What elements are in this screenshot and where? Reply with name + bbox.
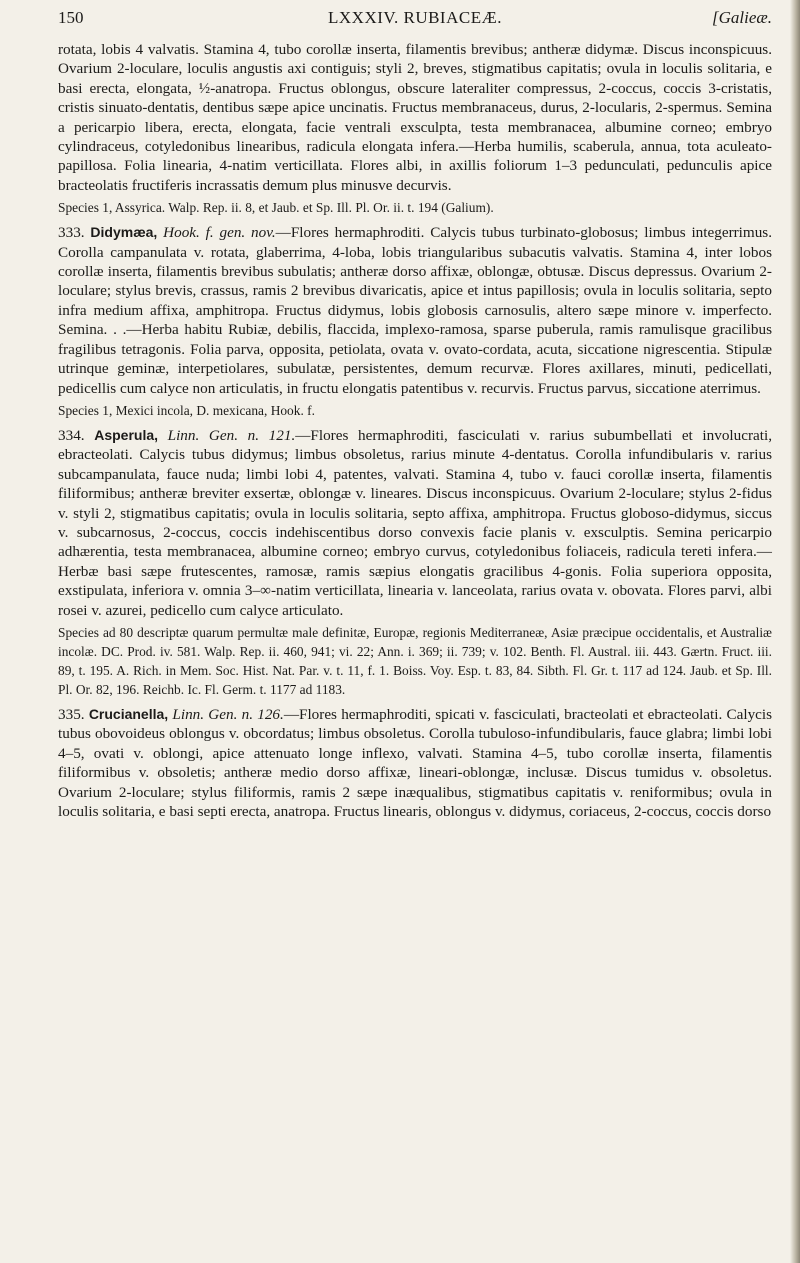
genus-name: Didymæa, [90, 224, 158, 241]
genus-description: —Flores hermaphroditi, spicati v. fasciculati, bracteolati et ebracteolati. Calycis tubus obovoideus oblongus v. obcordatus; limbus obsoletus. Corolla tubuloso-infundibularis, fauce glabra; limbi lobi 4–5, ovati v. oblongi, apice attenuato longe inflexo, valvati. Stamina 4–5, tubo corollæ inserta, filamentis filiformibus v. obsoletis; antheræ medio dorso affixæ, lineari-oblongæ, inclusæ. Discus tumidus v. obsoletus. Ovarium 2-loculare; stylus filiformis, ramis 2 sæpe inæqualibus, stigmatibus capitatis v. reniformibus; ovula in loculis solitaria, e basi septi erecta, anatropa. Fructus linearis, oblongus v. didymus, coriaceus, 2-coccus, coccis dorso [58, 705, 773, 820]
page-body [58, 40, 772, 824]
genus-name: Asperula, [94, 426, 159, 443]
genus-entry-didymaea [58, 223, 772, 398]
genus-number: 335. [58, 705, 85, 723]
page-header [58, 8, 772, 36]
genus-number: 334. [58, 426, 85, 444]
genus-number: 333. [58, 224, 85, 242]
page-edge-shadow [790, 0, 800, 1263]
genus-entry-crucianella [58, 705, 772, 821]
section-title: [Galieæ. [712, 8, 772, 27]
intro-species-note: Species 1, Assyrica. Walp. Rep. ii. 8, et Jaub. et Sp. Ill. Pl. Or. ii. t. 194 (Galium). [58, 200, 494, 216]
genus-description: —Flores hermaphroditi, fasciculati v. rarius subumbellati et involucrati, ebracteolati. Calycis tubus didymus; limbus obsoletus, rarius minute 4-dentatus. Corolla infundibularis v. rarius subcampanulata, fauce nuda; limbi lobi 4, patentes, valvati. Stamina 4, tubo v. fauci corollæ inserta, filamentis filiformibus; antheræ breviter exsertæ, oblongæ v. lineares. Discus inconspicuus. Ovarium 2-loculare; stylus 2-fidus v. styli 2, stigmatibus capitatis; ovula in loculis solitaria, septo affixa, amphitropa. Fructus globoso-didymus, siccus v. subcarnosus, 2-coccus, coccis indehiscentibus dorso convexis facie planis v. exsculptis. Semina pericarpio adhærentia, testa membranacea, albumine corneo; embryo curvus, cotyledonibus foliaceis, radicula tereti infera.—Herbæ basi sæpe frutescentes, ramosæ, ramis sæpius elongatis gracilibus 4-gonis. Folia superiora opposita, exstipulata, inferiora v. omnia 3–∞-natim verticillata, linearia v. lanceolata, rarius ovata v. obovata. Flores parvi, albi rosei v. azurei, pedicello cum calyce articulato. [58, 426, 772, 619]
document-page [58, 0, 772, 1263]
genus-species-note: Species ad 80 descriptæ quarum permultæ male definitæ, Europæ, regionis Mediterraneæ, Asiæ præcipue occidentalis, et Australiæ incolæ. DC. Prod. iv. 581. Walp. Rep. ii. 460, 941; vi. 22; Ann. i. 369; ii. 739; v. 102. Benth. Fl. Austral. iii. 443. Gærtn. Fruct. iii. 89, t. 195. A. Rich. in Mem. Soc. Hist. Nat. Par. v. t. 11, f. 1. Boiss. Voy. Esp. t. 83, 84. Sibth. Fl. Gr. t. 117 ad 124. Jaub. et Sp. Ill. Pl. Or. 82, 196. Reichb. Ic. Fl. Germ. t. 1177 ad 1183. [58, 624, 772, 697]
genus-description: —Flores hermaphroditi. Calycis tubus turbinato-globosus; limbus integerrimus. Corolla campanulata v. rotata, glaberrima, 4-loba, lobis triangularibus subacutis valvatis. Stamina 4, inter lobos corollæ inserta, filamentis brevibus subulatis; antheræ dorso affixæ, oblongæ, obtusæ. Discus depressus. Ovarium 2-loculare; stylus brevis, crassus, ramis 2 brevibus divaricatis, apice et intus papillosis; ovula in loculis solitaria, septo infra medium affixa, amphitropa. Fructus didymus, lobis globosis carnosulis, altero sæpe minore v. imperfecto. Semina. . .—Herba habitu Rubiæ, debilis, flaccida, implexo-ramosa, sparse puberula, ramis ramulisque gracilibus fragilibus tetragonis. Folia parva, opposita, petiolata, ovata v. ovato-cordata, acuta, siccatione nigrescentia. Stipulæ utrinque geminæ, interpetiolares, subulatæ, persistentes, demum recurvæ. Flores axillares, minuti, pedicellati, pedicellis cum calyce non articulatis, in fructu elongatis patentibus v. recurvis. Fructus parvus, siccatione aterrimus. [58, 224, 773, 397]
page-number: 150 [58, 8, 84, 27]
running-title: LXXXIV. RUBIACEÆ. [328, 8, 502, 27]
genus-species-note: Species 1, Mexici incola, D. mexicana, Hook. f. [58, 402, 315, 418]
genus-author: Linn. Gen. n. 126. [172, 705, 284, 723]
genus-name: Crucianella, [88, 705, 169, 722]
genus-author: Linn. Gen. n. 121. [167, 426, 296, 444]
genus-entry-asperula [58, 426, 772, 620]
genus-author: Hook. f. gen. nov. [163, 224, 276, 242]
intro-paragraph: rotata, lobis 4 valvatis. Stamina 4, tubo corollæ inserta, filamentis brevibus; antheræ didymæ. Discus inconspicuus. Ovarium 2-loculare, loculis angustis axi contiguis; styli 2, breves, stigmatibus capitatis; ovula in loculis solitaria, e basi erecta, elongata, ½-anatropa. Fructus oblongus, obscure lateraliter compressus, 2-coccus, coccis 3-cristatis, cristis sinuato-dentatis, dentibus sæpe apice uncinatis. Fructus membranaceus, durus, 2-locularis, 2-spermus. Semina a pericarpio libera, erecta, elongata, facie ventrali exsculpta, testa membranacea, albumine corneo; embryo cylindraceus, cotyledonibus linearibus, radicula elongata infera.—Herba humilis, scaberula, annua, tota aculeato-papillosa. Folia linearia, 4-natim verticillata. Flores albi, in axillis foliorum 1–3 pedunculati, pedunculis apice bracteolatis fructiferis incrassatis demum plus minusve decurvis. [58, 41, 772, 194]
